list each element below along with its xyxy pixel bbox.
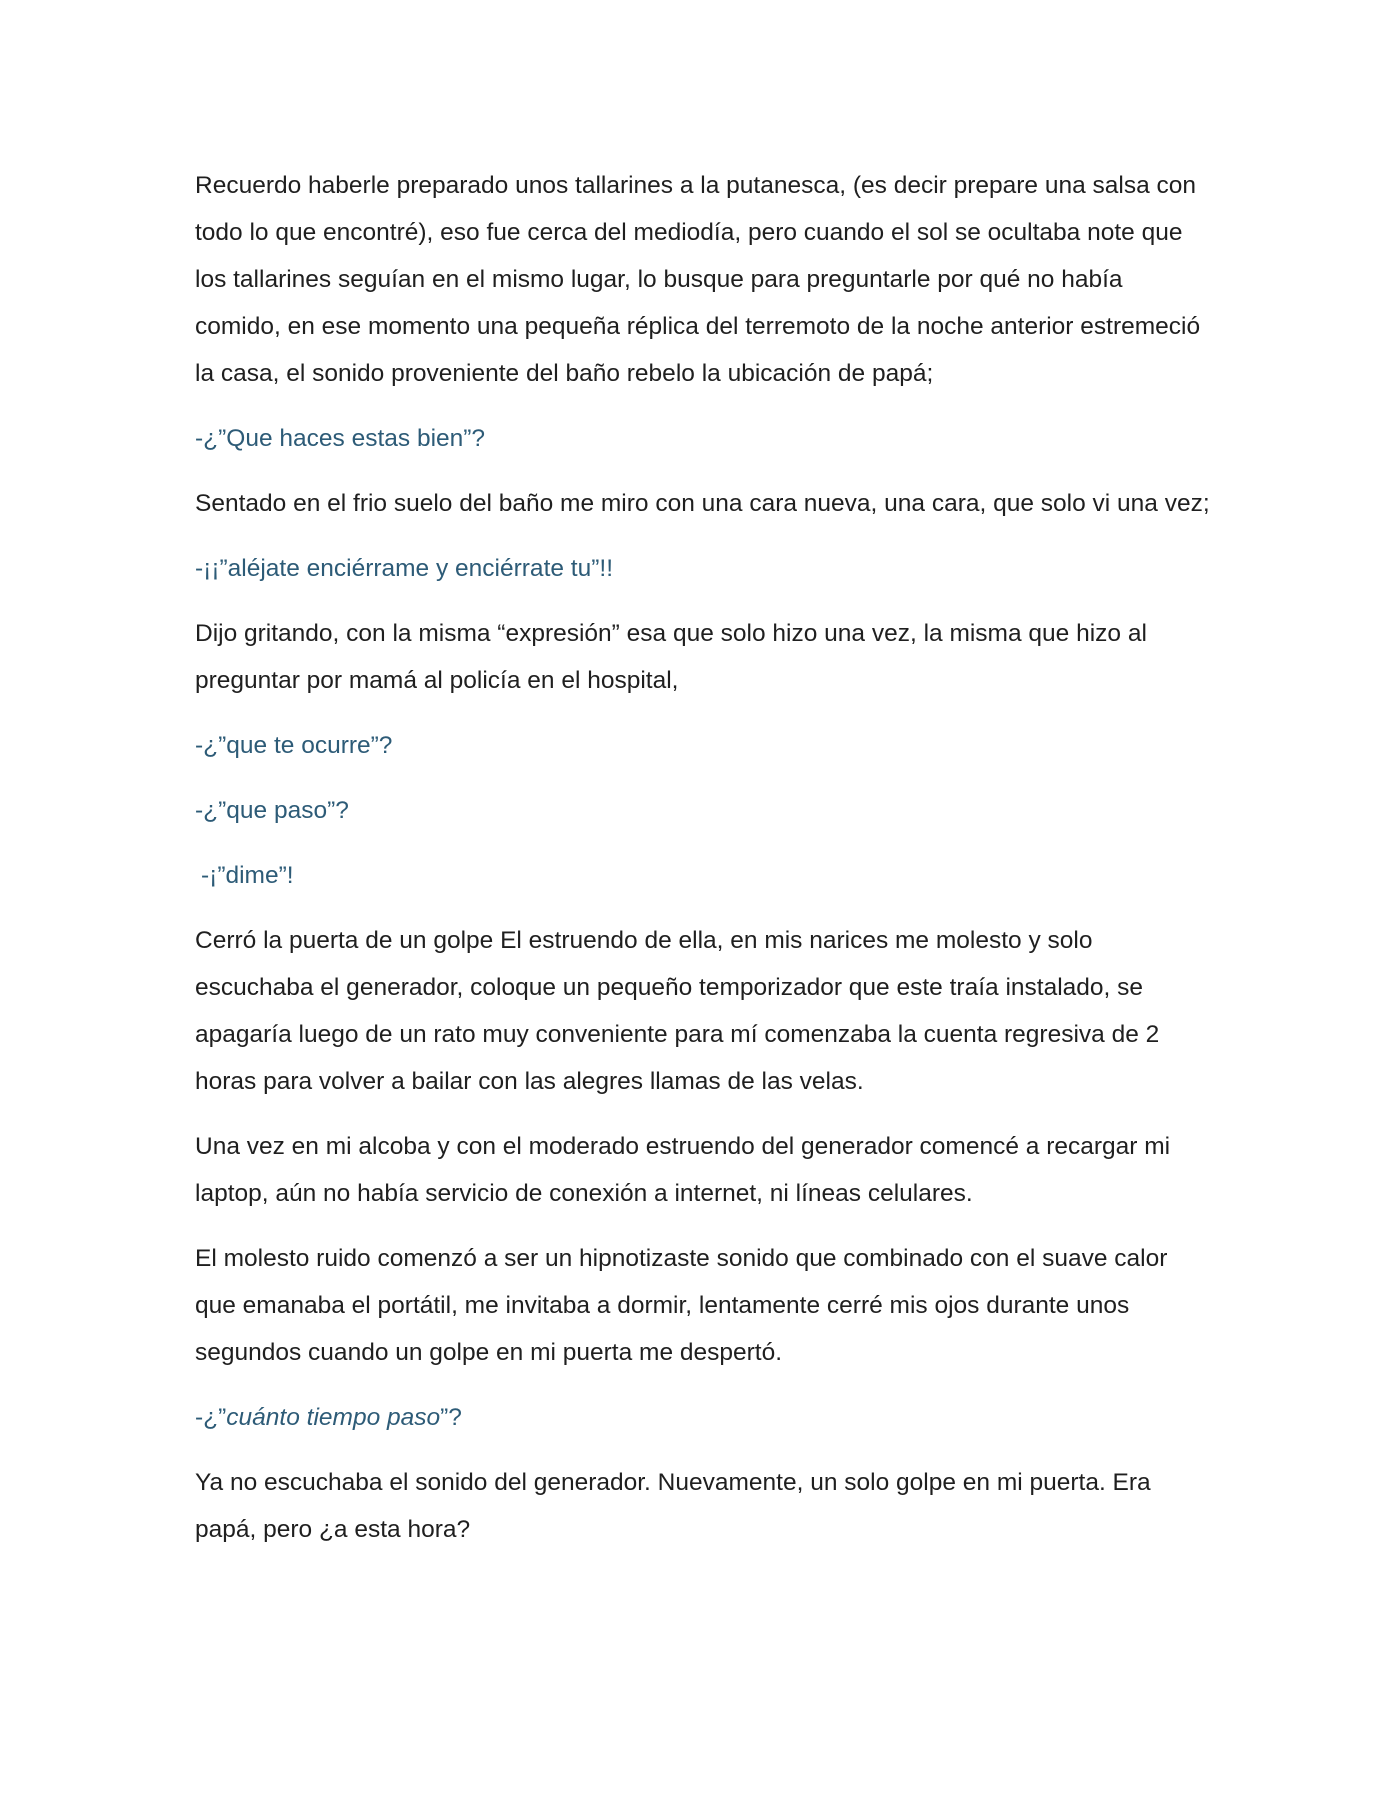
dialogue-line-6 xyxy=(195,1394,1215,1441)
dialogue-italic-text: cuánto tiempo paso xyxy=(226,1404,441,1431)
paragraph-2: Sentado en el frio suelo del baño me miro con una cara nueva, una cara, que solo vi una vez; xyxy=(195,490,1210,517)
paragraph-7: Ya no escuchaba el sonido del generador. Nuevamente, un solo golpe en mi puerta. Era papá, pero ¿a esta hora? xyxy=(195,1469,1151,1543)
dialogue-line-4: -¿”que paso”? xyxy=(195,797,349,824)
dialogue-line-5: -¡”dime”! xyxy=(201,862,294,889)
paragraph-6: El molesto ruido comenzó a ser un hipnotizaste sonido que combinado con el suave calor que emanaba el portátil, me invitaba a dormir, lentamente cerré mis ojos durante unos segundos cuando un golpe en mi puerta me despertó. xyxy=(195,1245,1168,1366)
paragraph-5: Una vez en mi alcoba y con el moderado estruendo del generador comencé a recargar mi laptop, aún no había servicio de conexión a internet, ni líneas celulares. xyxy=(195,1133,1171,1207)
dialogue-line-1: -¿”Que haces estas bien”? xyxy=(195,425,486,452)
dialogue-line-3: -¿”que te ocurre”? xyxy=(195,732,393,759)
dialogue-line-2: -¡¡”aléjate enciérrame y enciérrate tu”!! xyxy=(195,555,614,582)
paragraph-3: Dijo gritando, con la misma “expresión” esa que solo hizo una vez, la misma que hizo al preguntar por mamá al policía en el hospital, xyxy=(195,620,1147,694)
dialogue-suffix: ”? xyxy=(440,1404,462,1431)
dialogue-prefix: -¿” xyxy=(195,1404,227,1431)
paragraph-4: Cerró la puerta de un golpe El estruendo de ella, en mis narices me molesto y solo escuchaba el generador, coloque un pequeño temporizador que este traía instalado, se apagaría luego de un rato muy conveniente para mí comenzaba la cuenta regresiva de 2 horas para volver a bailar con las alegres llamas de las velas. xyxy=(195,927,1160,1095)
document-body xyxy=(195,162,1215,1571)
paragraph-1: Recuerdo haberle preparado unos tallarines a la putanesca, (es decir prepare una salsa con todo lo que encontré), eso fue cerca del mediodía, pero cuando el sol se ocultaba note que los tallarines seguían en el mismo lugar, lo busque para preguntarle por qué no había comido, en ese momento una pequeña réplica del terremoto de la noche anterior estremeció la casa, el sonido proveniente del baño rebelo la ubicación de papá; xyxy=(195,172,1201,387)
